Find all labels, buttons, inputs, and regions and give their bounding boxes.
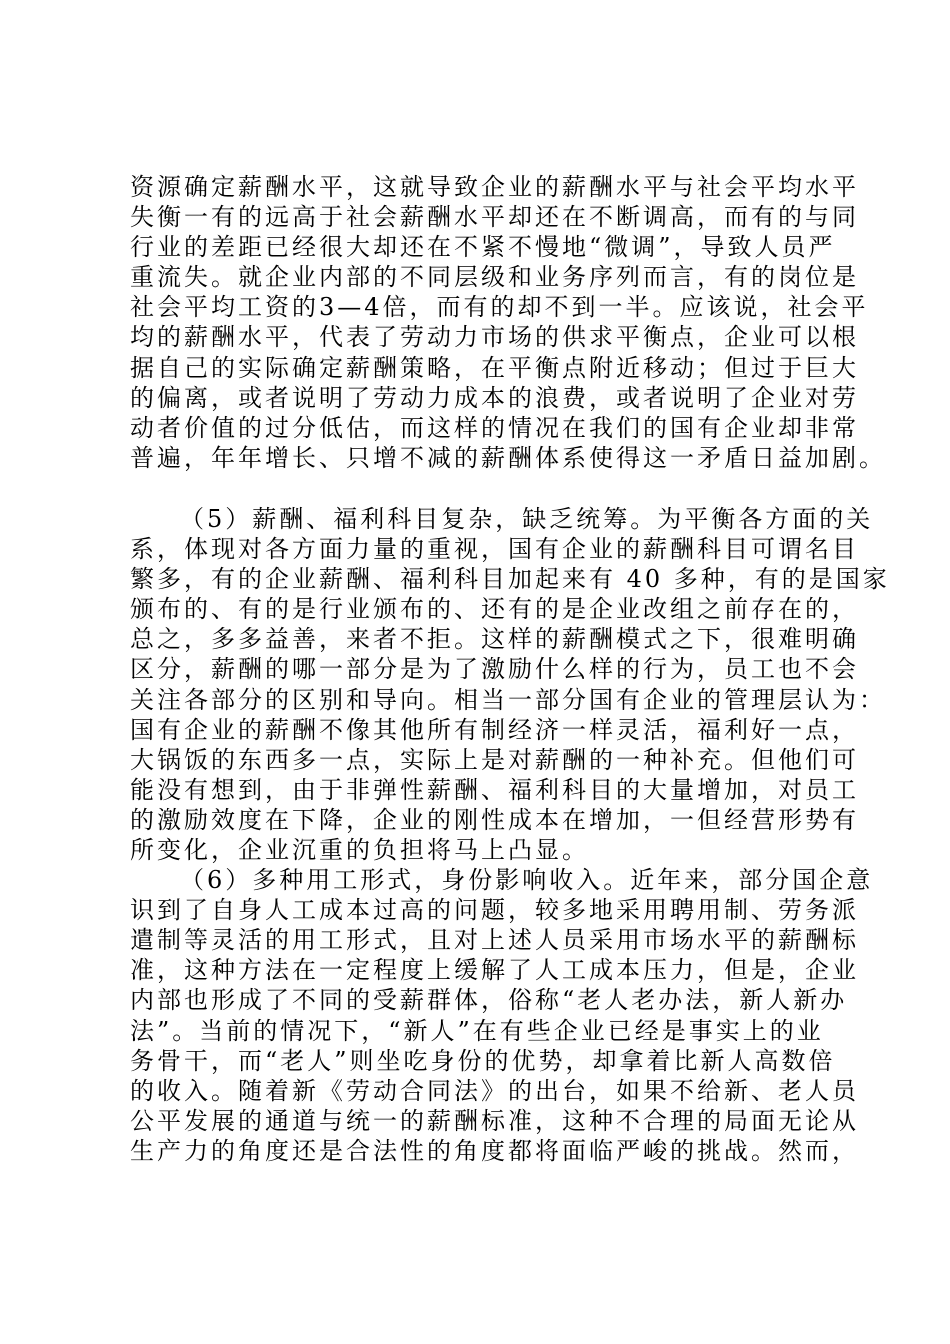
text-line: 普遍，年年增长、只增不减的薪酬体系使得这一矛盾日益加剧。 bbox=[130, 443, 886, 472]
text-line: 的收入。随着新《劳动合同法》的出台，如果不给新、老人员 bbox=[130, 1076, 859, 1105]
text-line: 务骨干，而“老人”则坐吃身份的优势，却拿着比新人高数倍 bbox=[130, 1046, 836, 1075]
text-line: 遣制等灵活的用工形式，且对上述人员采用市场水平的薪酬标 bbox=[130, 926, 859, 955]
paragraph-3 bbox=[130, 865, 874, 1166]
text-line: 区分，薪酬的哪一部分是为了激励什么样的行为，员工也不会 bbox=[130, 655, 859, 684]
paragraph-2 bbox=[130, 504, 890, 865]
text-line: 行业的差距已经很大却还在不紧不慢地“微调”，导致人员严 bbox=[130, 233, 836, 262]
text-line: 关注各部分的区别和导向。相当一部分国有企业的管理层认为： bbox=[130, 685, 886, 714]
text-line: 资源确定薪酬水平，这就导致企业的薪酬水平与社会平均水平 bbox=[130, 173, 859, 201]
document-body bbox=[130, 172, 890, 1166]
text-line: 动者价值的过分低估，而这样的情况在我们的国有企业却非常 bbox=[130, 413, 859, 442]
text-line: 重流失。就企业内部的不同层级和业务序列而言，有的岗位是 bbox=[130, 263, 859, 292]
text-line: 国有企业的薪酬不像其他所有制经济一样灵活，福利好一点， bbox=[130, 715, 859, 744]
text-line: 所变化，企业沉重的负担将马上凸显。 bbox=[130, 835, 589, 864]
text-line: 均的薪酬水平，代表了劳动力市场的供求平衡点，企业可以根 bbox=[130, 323, 859, 352]
text-line: 据自己的实际确定薪酬策略，在平衡点附近移动；但过于巨大 bbox=[130, 353, 859, 382]
text-line: （6）多种用工形式，身份影响收入。近年来，部分国企意 bbox=[180, 866, 874, 895]
text-line: 颁布的、有的是行业颁布的、还有的是企业改组之前存在的， bbox=[130, 595, 859, 624]
text-line: 识到了自身人工成本过高的问题，较多地采用聘用制、劳务派 bbox=[130, 896, 859, 925]
text-line: 的偏离，或者说明了劳动力成本的浪费，或者说明了企业对劳 bbox=[130, 383, 859, 412]
text-line: 繁多，有的企业薪酬、福利科目加起来有 40 多种，有的是国家 bbox=[130, 565, 890, 594]
text-line: 失衡一有的远高于社会薪酬水平却还在不断调高，而有的与同 bbox=[130, 203, 859, 232]
text-line: 总之，多多益善，来者不拒。这样的薪酬模式之下，很难明确 bbox=[130, 625, 859, 654]
text-line: 的激励效度在下降，企业的刚性成本在增加，一但经营形势有 bbox=[130, 805, 859, 834]
text-line: 社会平均工资的3—4倍，而有的却不到一半。应该说，社会平 bbox=[130, 293, 869, 322]
text-line: 公平发展的通道与统一的薪酬标准，这种不合理的局面无论从 bbox=[130, 1106, 859, 1135]
text-line: （5）薪酬、福利科目复杂，缺乏统筹。为平衡各方面的关 bbox=[180, 504, 874, 533]
paragraph-1 bbox=[130, 172, 886, 473]
text-line: 系，体现对各方面力量的重视，国有企业的薪酬科目可谓名目 bbox=[130, 535, 859, 564]
text-line: 生产力的角度还是合法性的角度都将面临严峻的挑战。然而， bbox=[130, 1136, 859, 1165]
text-line: 能没有想到，由于非弹性薪酬、福利科目的大量增加，对员工 bbox=[130, 775, 859, 804]
text-line: 法”。当前的情况下，“新人”在有些企业已经是事实上的业 bbox=[130, 1016, 824, 1045]
text-line: 内部也形成了不同的受薪群体，俗称“老人老办法，新人新办 bbox=[130, 986, 848, 1015]
text-line: 准，这种方法在一定程度上缓解了人工成本压力，但是，企业 bbox=[130, 956, 859, 985]
text-line: 大锅饭的东西多一点，实际上是对薪酬的一种补充。但他们可 bbox=[130, 745, 859, 774]
paragraph-spacer bbox=[130, 473, 830, 504]
